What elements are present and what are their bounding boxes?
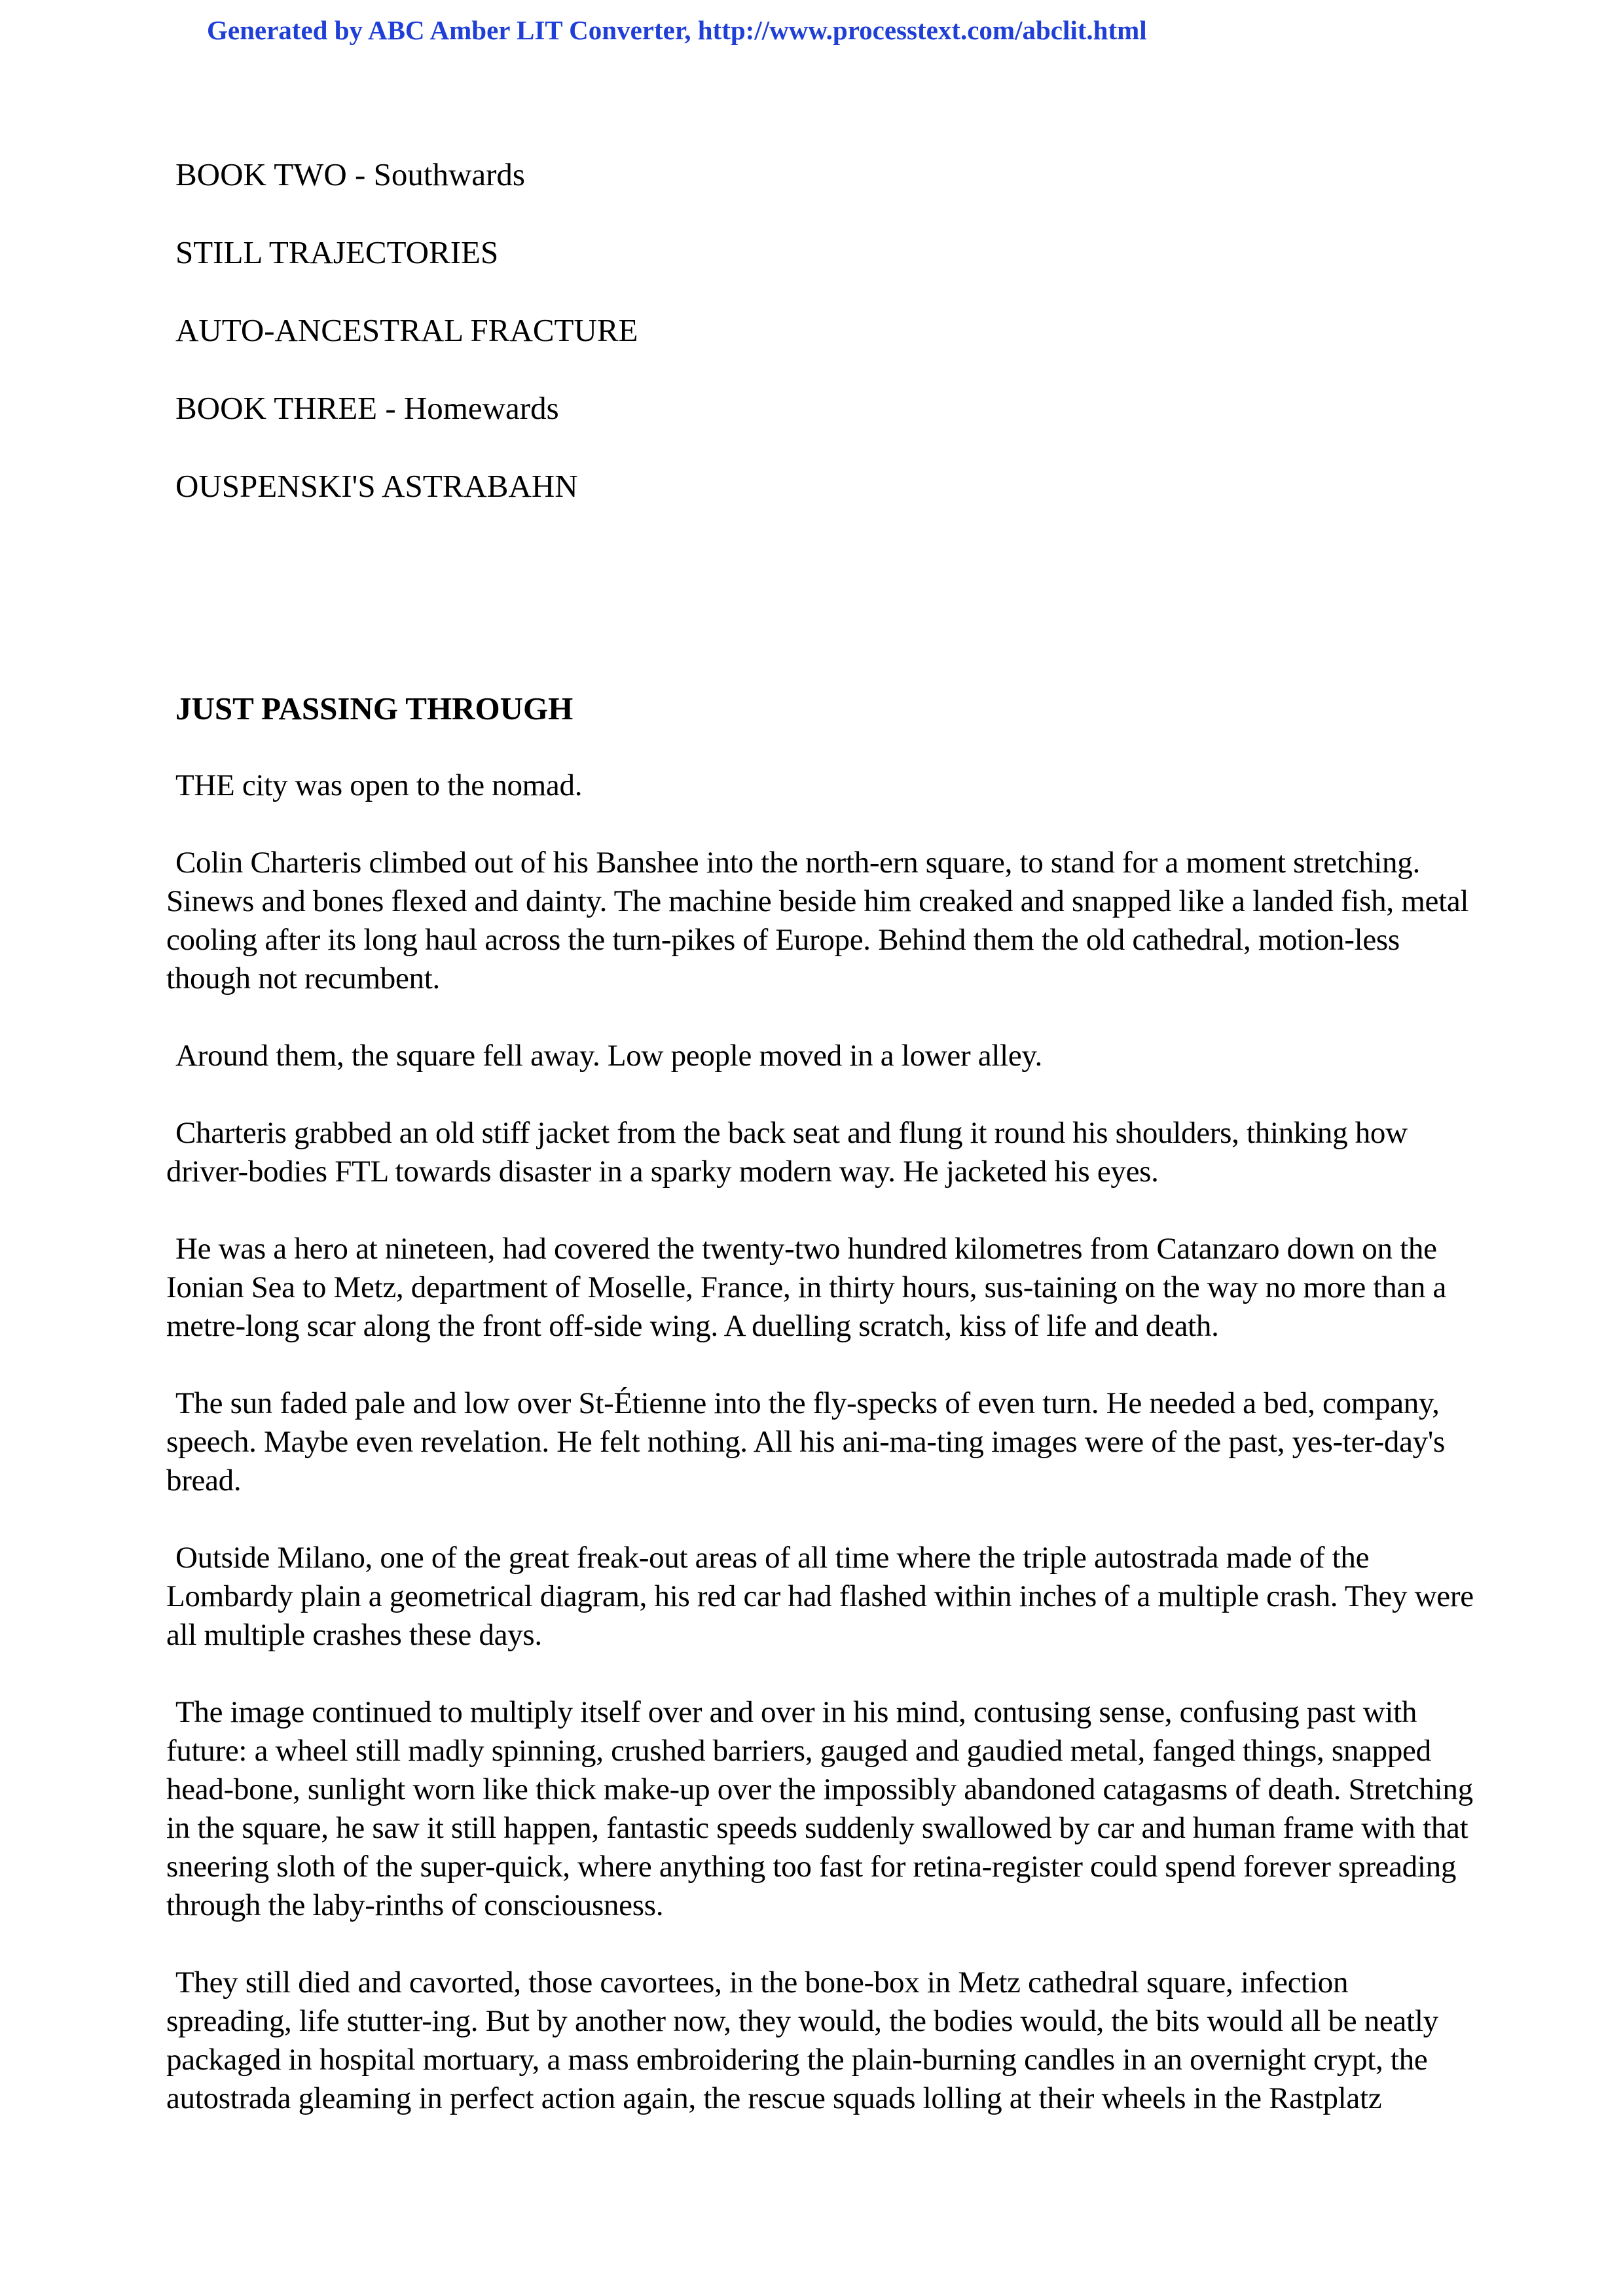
paragraph: The sun faded pale and low over St-Étienne into the fly-specks of even turn. He needed a bed, company, speech. Maybe even revelation. He felt nothing. All his ani-ma-ting images were of the past, yes-ter-day's bread. [166,1386,1446,1498]
paragraph: They still died and cavorted, those cavortees, in the bone-box in Metz cathedral square, infection spreading, life stutter-ing. But by another now, they would, the bodies would, the bits would all be neatly packaged in hospital mortuary, a mass embroidering the plain-burning candles in an overnight crypt, the autostrada gleaming in perfect action again, the rescue squads lolling at their wheels in the Rastplatz [166,1965,1438,2115]
paragraph: The image continued to multiply itself over and over in his mind, contusing sense, confusing past with future: a wheel still madly spinning, crushed barriers, gauged and gaudied metal, fanged things, snapped head-bone, sunlight worn like thick make-up over the impossibly abandoned catagasms of death. Stretching in the square, he saw it still happen, fantastic speeds suddenly swallowed by car and human frame with that sneering sloth of the super-quick, where anything too fast for retina-register could spend forever spreading through the laby-rinths of consciousness. [166,1695,1473,1922]
toc-item-ouspenskis-astrabahn: OUSPENSKI'S ASTRABAHN [175,468,578,504]
paragraph: Outside Milano, one of the great freak-out areas of all time where the triple autostrada made of the Lombardy plain a geometrical diagram, his red car had flashed within inches of a multiple crash. They were all multiple crashes these days. [166,1541,1474,1652]
paragraph: He was a hero at nineteen, had covered the twenty-two hundred kilometres from Catanzaro down on the Ionian Sea to Metz, department of Moselle, France, in thirty hours, sus-taining on the way no more than a metre-long scar along the front off-side wing. A duelling scratch, kiss of life and death. [166,1232,1447,1343]
toc-item-book-two: BOOK TWO - Southwards [175,156,525,192]
paragraph: THE city was open to the nomad. [175,768,583,802]
chapter [166,690,1476,2157]
paragraph: Colin Charteris climbed out of his Banshee into the north-ern square, to stand for a moment stretching. Sinews and bones flexed and dainty. The machine beside him creaked and snapped like a landed fish, metal cooling after its long haul across the turn-pikes of Europe. Behind them the old cathedral, motion-less though not recumbent. [166,846,1469,996]
toc-item-book-three: BOOK THREE - Homewards [175,390,559,426]
toc-item-auto-ancestral-fracture: AUTO-ANCESTRAL FRACTURE [175,312,638,348]
chapter-title: JUST PASSING THROUGH [175,691,574,726]
paragraph: Charteris grabbed an old stiff jacket from the back seat and flung it round his shoulders, thinking how driver-bodies FTL towards disaster in a sparky modern way. He jacketed his eyes. [166,1116,1408,1189]
converter-banner: Generated by ABC Amber LIT Converter, http://www.processtext.com/abclit.html [207,15,1147,45]
toc-item-still-trajectories: STILL TRAJECTORIES [175,234,499,270]
table-of-contents [175,156,1419,545]
paragraph: Around them, the square fell away. Low people moved in a lower alley. [175,1039,1043,1073]
